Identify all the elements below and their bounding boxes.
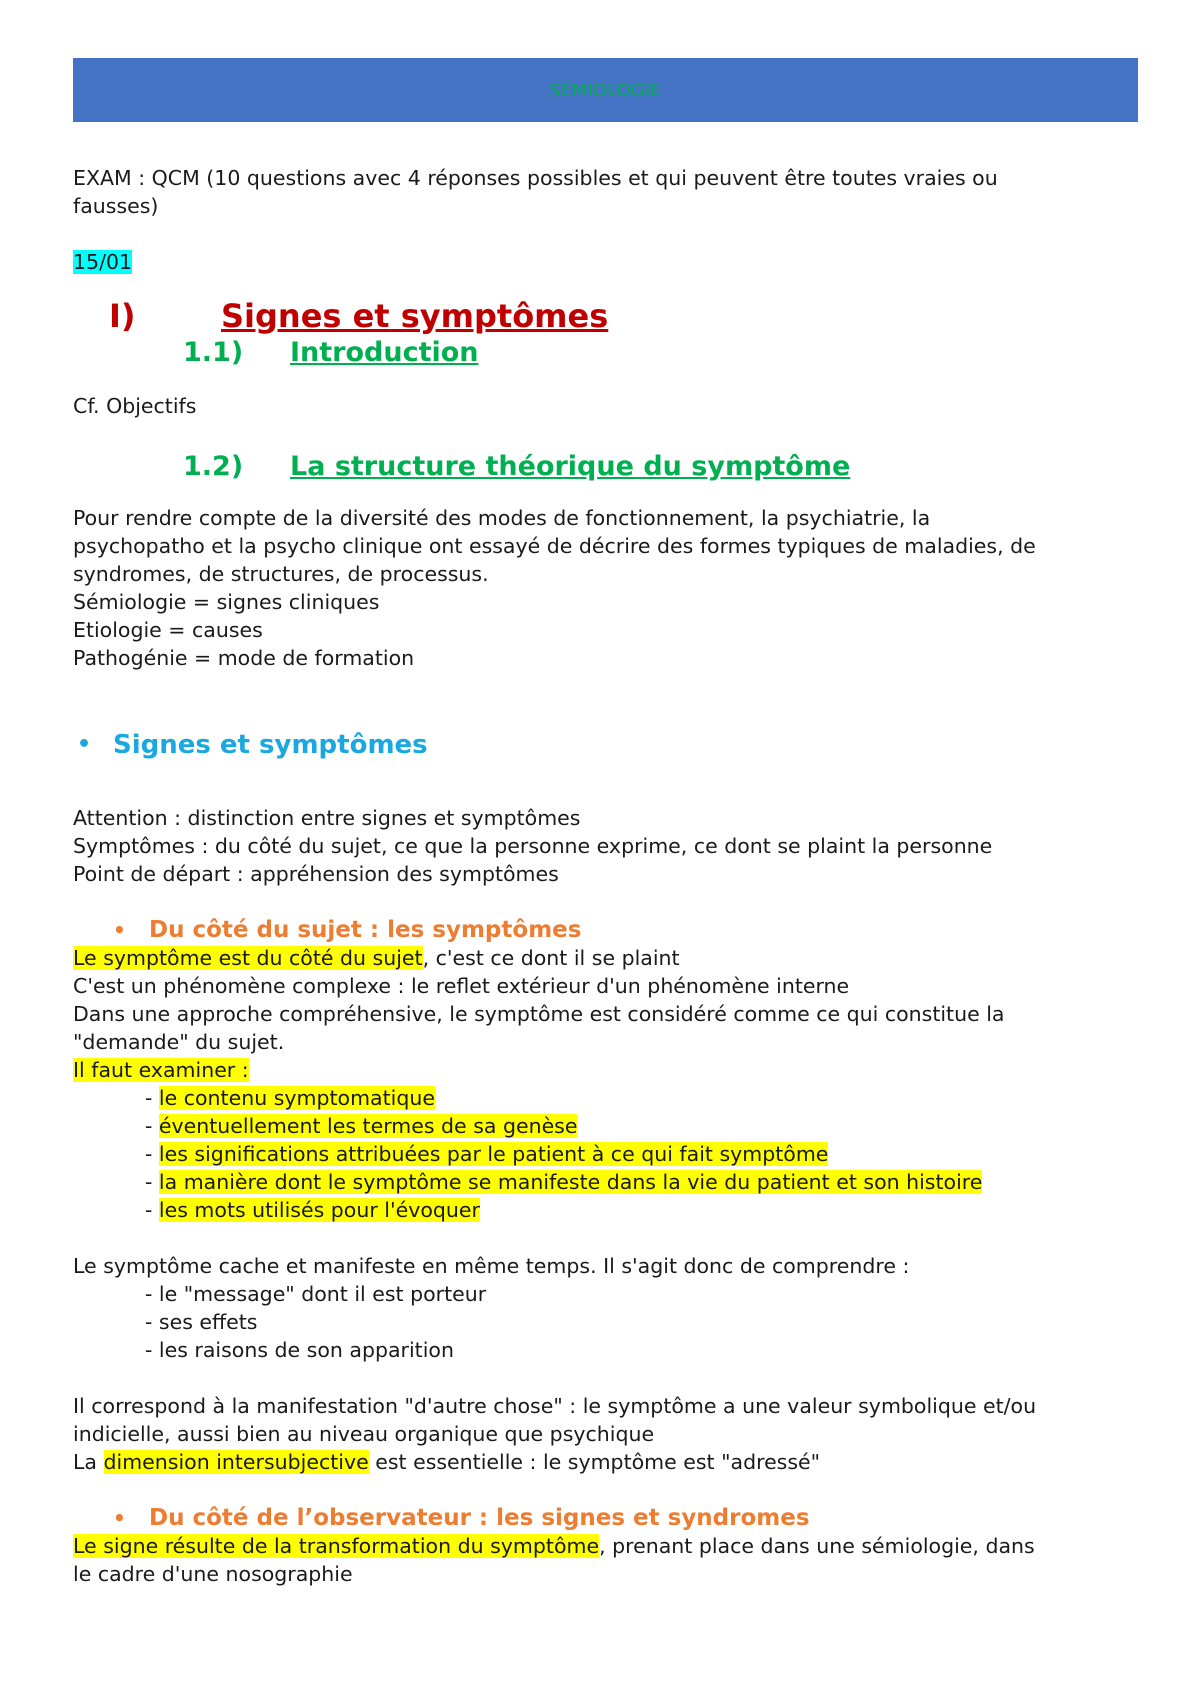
list-item: - le contenu symptomatique: [145, 1086, 435, 1110]
list-item: - éventuellement les termes de sa genèse: [145, 1114, 578, 1138]
paragraph-line: Pathogénie = mode de formation: [73, 646, 415, 670]
highlight-text: Il faut examiner :: [73, 1058, 249, 1082]
examine-list: [73, 1084, 1138, 1224]
paragraph-line: Attention : distinction entre signes et symptômes: [73, 806, 581, 830]
highlight-text: le contenu symptomatique: [158, 1086, 435, 1110]
section-number: I): [109, 297, 136, 335]
subbullet-title: Du côté de l’observateur : les signes et syndromes: [149, 1505, 810, 1531]
bullet-icon: •: [113, 1506, 126, 1530]
plain-text: La: [73, 1450, 104, 1474]
paragraph-line: le cadre d'une nosographie: [73, 1562, 353, 1586]
paragraph-line: C'est un phénomène complexe : le reflet extérieur d'un phénomène interne: [73, 974, 850, 998]
list-item: - les mots utilisés pour l'évoquer: [145, 1198, 480, 1222]
highlight-text: dimension intersubjective: [103, 1450, 369, 1474]
subsection-heading-1-1: [73, 336, 1138, 370]
title-banner: [73, 58, 1138, 122]
list-text: le "message" dont il est porteur: [158, 1282, 487, 1306]
banner-title: SÉMIOLOGIE: [549, 79, 662, 101]
list-item: - le "message" dont il est porteur: [145, 1282, 487, 1306]
bullet-icon: •: [77, 732, 92, 757]
list-item: - la manière dont le symptôme se manifeste dans la vie du patient et son histoire: [145, 1170, 983, 1194]
highlight-text: les mots utilisés pour l'évoquer: [158, 1198, 480, 1222]
document-page: [73, 58, 1138, 1588]
plain-text: , prenant place dans une sémiologie, dans: [599, 1534, 1035, 1558]
subsection-number: 1.1): [183, 337, 244, 368]
subbullet-heading-subject: [73, 916, 1138, 944]
paragraph-line: Il correspond à la manifestation "d'autre chose" : le symptôme a une valeur symbolique et/ou: [73, 1394, 1037, 1418]
paragraph-line: Symptômes : du côté du sujet, ce que la personne exprime, ce dont se plaint la personne: [73, 834, 993, 858]
highlight-text: éventuellement les termes de sa genèse: [158, 1114, 578, 1138]
plain-text: , c'est ce dont il se plaint: [422, 946, 680, 970]
plain-text: est essentielle : le symptôme est "adressé": [368, 1450, 821, 1474]
highlight-text: les significations attribuées par le patient à ce qui fait symptôme: [158, 1142, 829, 1166]
paragraph-line: Sémiologie = signes cliniques: [73, 590, 380, 614]
list-text: ses effets: [158, 1310, 258, 1334]
section-title: Signes et symptômes: [221, 297, 609, 335]
paragraph-line: [73, 944, 1138, 972]
intro-paragraph: [73, 504, 1138, 672]
subsection-number: 1.2): [183, 451, 244, 482]
date-line: [73, 248, 1138, 276]
paragraph-line: [73, 1448, 1138, 1476]
subbullet-title: Du côté du sujet : les symptômes: [149, 917, 582, 943]
bullet-heading: [73, 728, 1138, 762]
paragraph-line: Etiologie = causes: [73, 618, 263, 642]
list-item: - ses effets: [145, 1310, 258, 1334]
paragraph-line: Dans une approche compréhensive, le symptôme est considéré comme ce qui constitue la: [73, 1002, 1005, 1026]
paragraph-line: [73, 1532, 1138, 1560]
cf-line: Cf. Objectifs: [73, 394, 197, 418]
paragraph-line: Point de départ : appréhension des symptômes: [73, 862, 559, 886]
highlight-text: la manière dont le symptôme se manifeste dans la vie du patient et son histoire: [158, 1170, 983, 1194]
date-highlight: 15/01: [73, 250, 133, 274]
section-heading: [73, 296, 1138, 336]
list-item: - les significations attribuées par le patient à ce qui fait symptôme: [145, 1142, 829, 1166]
bullet-icon: •: [113, 918, 126, 942]
list-item: - les raisons de son apparition: [145, 1338, 454, 1362]
list-text: les raisons de son apparition: [158, 1338, 454, 1362]
exam-line-cont: fausses): [73, 194, 159, 218]
subsection-heading-1-2: [73, 450, 1138, 484]
paragraph-line: Le symptôme cache et manifeste en même temps. Il s'agit donc de comprendre :: [73, 1254, 910, 1278]
paragraph-line: "demande" du sujet.: [73, 1030, 285, 1054]
subsection-title: Introduction: [290, 337, 479, 368]
bullet-heading-title: Signes et symptômes: [113, 730, 428, 760]
paragraph-line: psychopatho et la psycho clinique ont essayé de décrire des formes typiques de maladies, de: [73, 534, 1036, 558]
paragraph-line: syndromes, de structures, de processus.: [73, 562, 489, 586]
attention-block: [73, 804, 1138, 888]
understand-list: [73, 1280, 1138, 1364]
paragraph-line: indicielle, aussi bien au niveau organique que psychique: [73, 1422, 655, 1446]
paragraph-line: Pour rendre compte de la diversité des modes de fonctionnement, la psychiatrie, la: [73, 506, 931, 530]
highlight-text: Le symptôme est du côté du sujet: [73, 946, 423, 970]
paragraph-line: [73, 1056, 1138, 1084]
subbullet-heading-observer: [73, 1504, 1138, 1532]
exam-line: EXAM : QCM (10 questions avec 4 réponses possibles et qui peuvent être toutes vraies ou: [73, 166, 998, 190]
highlight-text: Le signe résulte de la transformation du symptôme: [73, 1534, 600, 1558]
subsection-title: La structure théorique du symptôme: [290, 451, 851, 482]
